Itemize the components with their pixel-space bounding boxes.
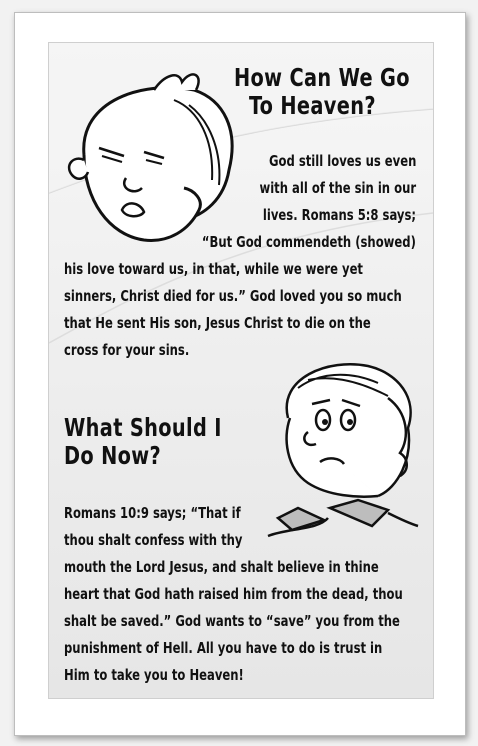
- body-line: Him to take you to Heaven!: [64, 666, 244, 684]
- body-line: sinners, Christ died for us.” God loved you so much: [64, 287, 402, 305]
- body-line: lives. Romans 5:8 says;: [262, 206, 416, 224]
- body-line: that He sent His son, Jesus Christ to die on the: [64, 314, 371, 332]
- worried-boy-illustration: [268, 358, 418, 538]
- sad-boy-illustration: [64, 60, 244, 250]
- section-title-line: How Can We Go: [234, 63, 410, 92]
- section-title: [249, 92, 376, 119]
- body-line: thou shalt confess with thy: [64, 531, 243, 549]
- body-line: “But God commendeth (showed): [201, 233, 416, 251]
- body-line: cross for your sins.: [64, 341, 190, 359]
- body-line: punishment of Hell. All you have to do is trust in: [64, 639, 383, 657]
- body-line: mouth the Lord Jesus, and shalt believe in thine: [64, 558, 379, 576]
- section-title: [234, 64, 410, 91]
- body-line: God still loves us even: [268, 152, 416, 170]
- section-title: [64, 414, 222, 441]
- body-line: his love toward us, in that, while we were yet: [64, 260, 363, 278]
- section-title-line: To Heaven?: [249, 91, 376, 120]
- section-title-line: Do Now?: [64, 441, 162, 470]
- body-line: with all of the sin in our: [259, 179, 416, 197]
- section-title: [64, 442, 161, 469]
- section-title-line: What Should I: [64, 413, 222, 442]
- body-line: shalt be saved.” God wants to “save” you from the: [64, 612, 400, 630]
- body-line: Romans 10:9 says; “That if: [64, 504, 241, 522]
- body-line: heart that God hath raised him from the dead, thou: [64, 585, 403, 603]
